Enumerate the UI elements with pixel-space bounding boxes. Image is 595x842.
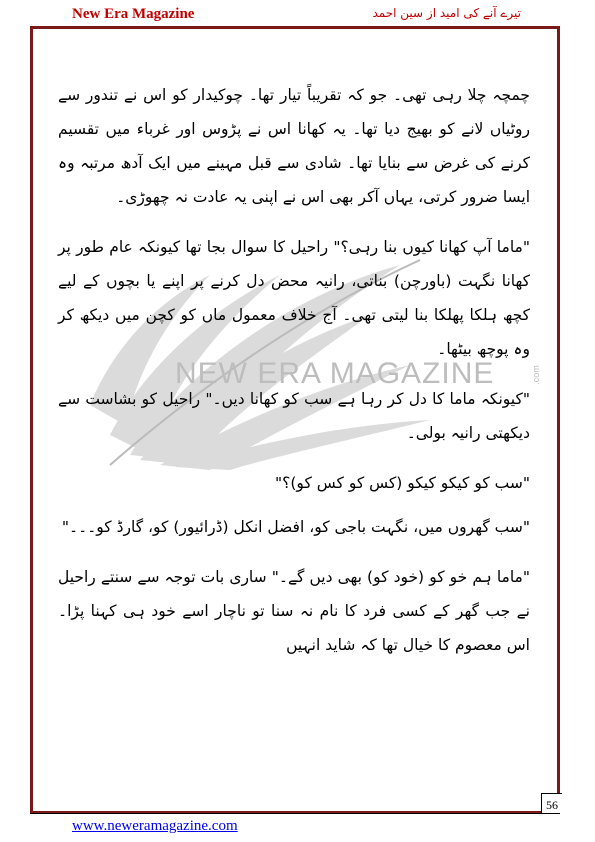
watermark-suffix: .com — [530, 365, 541, 385]
footer-website-link[interactable]: www.neweramagazine.com — [72, 818, 238, 834]
paragraph: "ماما آپ کھانا کیوں بنا رہی؟" راحیل کا سوال بجا تھا کیونکہ عام طور پر کھانا نگہت (باورچن) بناتی، رانیہ محض دل کرنے پر اپنے یا بچوں کے لیے کچھ ہلکا پھلکا بنا لیتی تھی۔ آج خلاف معمول ماں کو کچن میں دیکھ کر وہ پوچھ بیٹھا۔ — [58, 238, 530, 358]
paragraph: "سب گھروں میں، نگہت باجی کو، افضل انکل (ڈرائیور) کو، گارڈ کو۔۔۔" — [61, 518, 530, 536]
paragraph: "کیونکہ ماما کا دل کر رہا ہے سب کو کھانا دیں۔" راحیل کو بشاست سے دیکھتی رانیہ بولی۔ — [58, 390, 530, 442]
article-body — [58, 78, 530, 678]
page-number: 56 — [541, 793, 562, 814]
watermark-text: NEW ERA MAGAZINE — [175, 357, 495, 390]
footer-divider — [30, 813, 560, 814]
paragraph: چمچہ چلا رہی تھی۔ جو کہ تقریباً تیار تھا۔ چوکیدار کو اس نے تندور سے روٹیاں لانے کو بھیج دیا تھا۔ یہ کھانا اس نے پڑوس اور غرباء میں تقسیم کرنے کی غرض سے بنایا تھا۔ شادی سے قبل مہینے میں ایک آدھ مرتبہ وہ ایسا ضرور کرتی، یہاں آکر بھی اس نے اپنی یہ عادت نہ چھوڑی۔ — [58, 86, 530, 206]
paragraph: "سب کو کیکو کیکو (کس کو کس کو)؟" — [275, 474, 530, 492]
novel-title: تیرے آنے کی امید از سین احمد — [372, 6, 521, 20]
paragraph: "ماما ہم خو کو (خود کو) بھی دیں گے۔" ساری بات توجہ سے سنتے راحیل نے جب گھر کے کسی فرد کا نام نہ سنا تو ناچار اسے خود ہی کہنا پڑا۔ اس معصوم کا خیال تھا کہ شاید انہیں — [58, 568, 530, 654]
magazine-name: New Era Magazine — [72, 6, 195, 22]
